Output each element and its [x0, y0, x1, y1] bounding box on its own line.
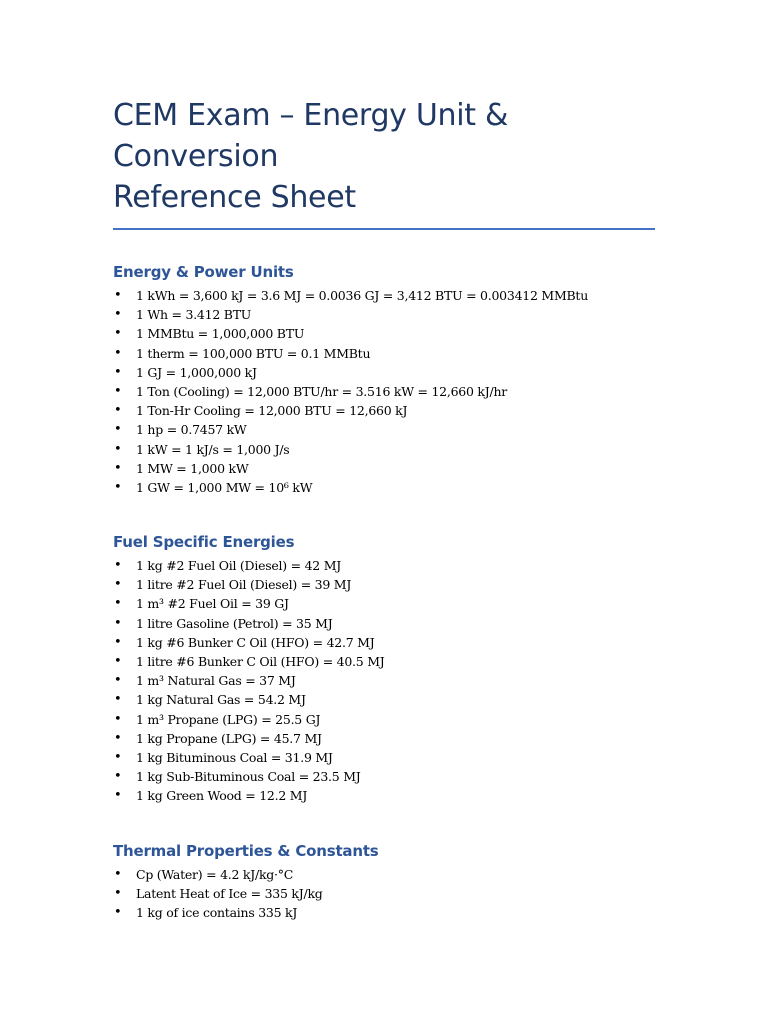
- bullet-icon: •: [114, 673, 122, 689]
- document-page: [113, 0, 655, 922]
- bullet-icon: •: [114, 364, 122, 380]
- list-item-text: 1 kg Green Wood = 12.2 MJ: [136, 788, 308, 804]
- bullet-icon: •: [114, 558, 122, 574]
- list-item: [113, 305, 655, 324]
- list-item-text: 1 m³ #2 Fuel Oil = 39 GJ: [136, 596, 289, 612]
- list-item: [113, 440, 655, 459]
- bullet-icon: •: [114, 749, 122, 765]
- section-heading-thermal-properties: Thermal Properties & Constants: [113, 841, 379, 860]
- list-item: [113, 710, 655, 729]
- list-item-text: 1 kg #6 Bunker C Oil (HFO) = 42.7 MJ: [136, 634, 375, 650]
- list-item: [113, 382, 655, 401]
- list-item: [113, 903, 655, 922]
- bullet-icon: •: [114, 577, 122, 593]
- list-item-text: 1 Ton (Cooling) = 12,000 BTU/hr = 3.516 kW = 12,660 kJ/hr: [136, 383, 507, 399]
- list-item: [113, 633, 655, 652]
- bullet-icon: •: [114, 326, 122, 342]
- list-item: [113, 324, 655, 343]
- list-item: [113, 767, 655, 786]
- list-item: [113, 401, 655, 420]
- bullet-icon: •: [114, 788, 122, 804]
- bullet-icon: •: [114, 615, 122, 631]
- bullet-icon: •: [114, 422, 122, 438]
- bullet-icon: •: [114, 634, 122, 650]
- list-item: [113, 363, 655, 382]
- bullet-icon: •: [114, 866, 122, 882]
- list-item-text: 1 m³ Propane (LPG) = 25.5 GJ: [136, 711, 321, 727]
- bullet-icon: •: [114, 904, 122, 920]
- list-item: [113, 344, 655, 363]
- bullet-icon: •: [114, 692, 122, 708]
- bullet-icon: •: [114, 730, 122, 746]
- list-item-text: 1 kg Sub-Bituminous Coal = 23.5 MJ: [136, 769, 361, 785]
- list-item-text: 1 litre #6 Bunker C Oil (HFO) = 40.5 MJ: [136, 654, 385, 669]
- energy-power-units-list: [113, 286, 655, 497]
- list-item-text: 1 m³ Natural Gas = 37 MJ: [136, 673, 296, 689]
- list-item: [113, 575, 655, 594]
- list-item-text: 1 GJ = 1,000,000 kJ: [136, 364, 257, 380]
- list-item: [113, 690, 655, 709]
- fuel-specific-energies-list: [113, 556, 655, 805]
- list-item-text: 1 kW = 1 kJ/s = 1,000 J/s: [136, 441, 290, 457]
- list-item-text: 1 litre Gasoline (Petrol) = 35 MJ: [136, 615, 333, 631]
- bullet-icon: •: [114, 460, 122, 476]
- list-item: [113, 594, 655, 613]
- bullet-icon: •: [114, 403, 122, 419]
- bullet-icon: •: [114, 307, 122, 323]
- list-item: [113, 459, 655, 478]
- bullet-icon: •: [114, 479, 122, 495]
- title-divider: [113, 228, 655, 230]
- list-item: [113, 671, 655, 690]
- title-line-2: Reference Sheet: [113, 180, 356, 215]
- list-item: [113, 748, 655, 767]
- bullet-icon: •: [114, 383, 122, 399]
- list-item-text: 1 MMBtu = 1,000,000 BTU: [136, 326, 305, 342]
- list-item-text: 1 GW = 1,000 MW = 10⁶ kW: [136, 479, 313, 495]
- list-item: [113, 478, 655, 497]
- bullet-icon: •: [114, 711, 122, 727]
- thermal-properties-list: [113, 865, 655, 923]
- bullet-icon: •: [114, 441, 122, 457]
- bullet-icon: •: [114, 769, 122, 785]
- section-heading-energy-power-units: Energy & Power Units: [113, 263, 294, 281]
- list-item: [113, 614, 655, 633]
- list-item-text: 1 kg Natural Gas = 54.2 MJ: [136, 692, 306, 708]
- list-item-text: 1 MW = 1,000 kW: [136, 460, 249, 476]
- list-item-text: 1 therm = 100,000 BTU = 0.1 MMBtu: [136, 345, 371, 361]
- list-item-text: 1 kg Propane (LPG) = 45.7 MJ: [136, 730, 322, 746]
- list-item: [113, 865, 655, 884]
- list-item-text: 1 Ton-Hr Cooling = 12,000 BTU = 12,660 kJ: [136, 403, 408, 419]
- list-item: [113, 286, 655, 305]
- list-item-text: 1 kWh = 3,600 kJ = 3.6 MJ = 0.0036 GJ = 3,412 BTU = 0.003412 MMBtu: [136, 288, 589, 303]
- list-item-text: 1 hp = 0.7457 kW: [136, 422, 247, 438]
- section-heading-fuel-specific-energies: Fuel Specific Energies: [113, 533, 295, 552]
- document-title: [113, 0, 655, 218]
- list-item: [113, 786, 655, 805]
- bullet-icon: •: [114, 596, 122, 612]
- title-line-1: CEM Exam – Energy Unit & Conversion: [113, 98, 509, 174]
- list-item-text: Latent Heat of Ice = 335 kJ/kg: [136, 885, 323, 901]
- list-item-text: 1 kg #2 Fuel Oil (Diesel) = 42 MJ: [136, 558, 342, 574]
- bullet-icon: •: [114, 654, 122, 669]
- list-item-text: Cp (Water) = 4.2 kJ/kg·°C: [136, 866, 294, 882]
- list-item: [113, 556, 655, 575]
- bullet-icon: •: [114, 288, 122, 303]
- list-item: [113, 884, 655, 903]
- list-item-text: 1 Wh = 3.412 BTU: [136, 307, 252, 323]
- bullet-icon: •: [114, 885, 122, 901]
- list-item-text: 1 kg Bituminous Coal = 31.9 MJ: [136, 749, 333, 765]
- list-item-text: 1 litre #2 Fuel Oil (Diesel) = 39 MJ: [136, 577, 352, 593]
- list-item: [113, 652, 655, 671]
- list-item: [113, 729, 655, 748]
- list-item-text: 1 kg of ice contains 335 kJ: [136, 904, 298, 920]
- bullet-icon: •: [114, 345, 122, 361]
- list-item: [113, 420, 655, 439]
